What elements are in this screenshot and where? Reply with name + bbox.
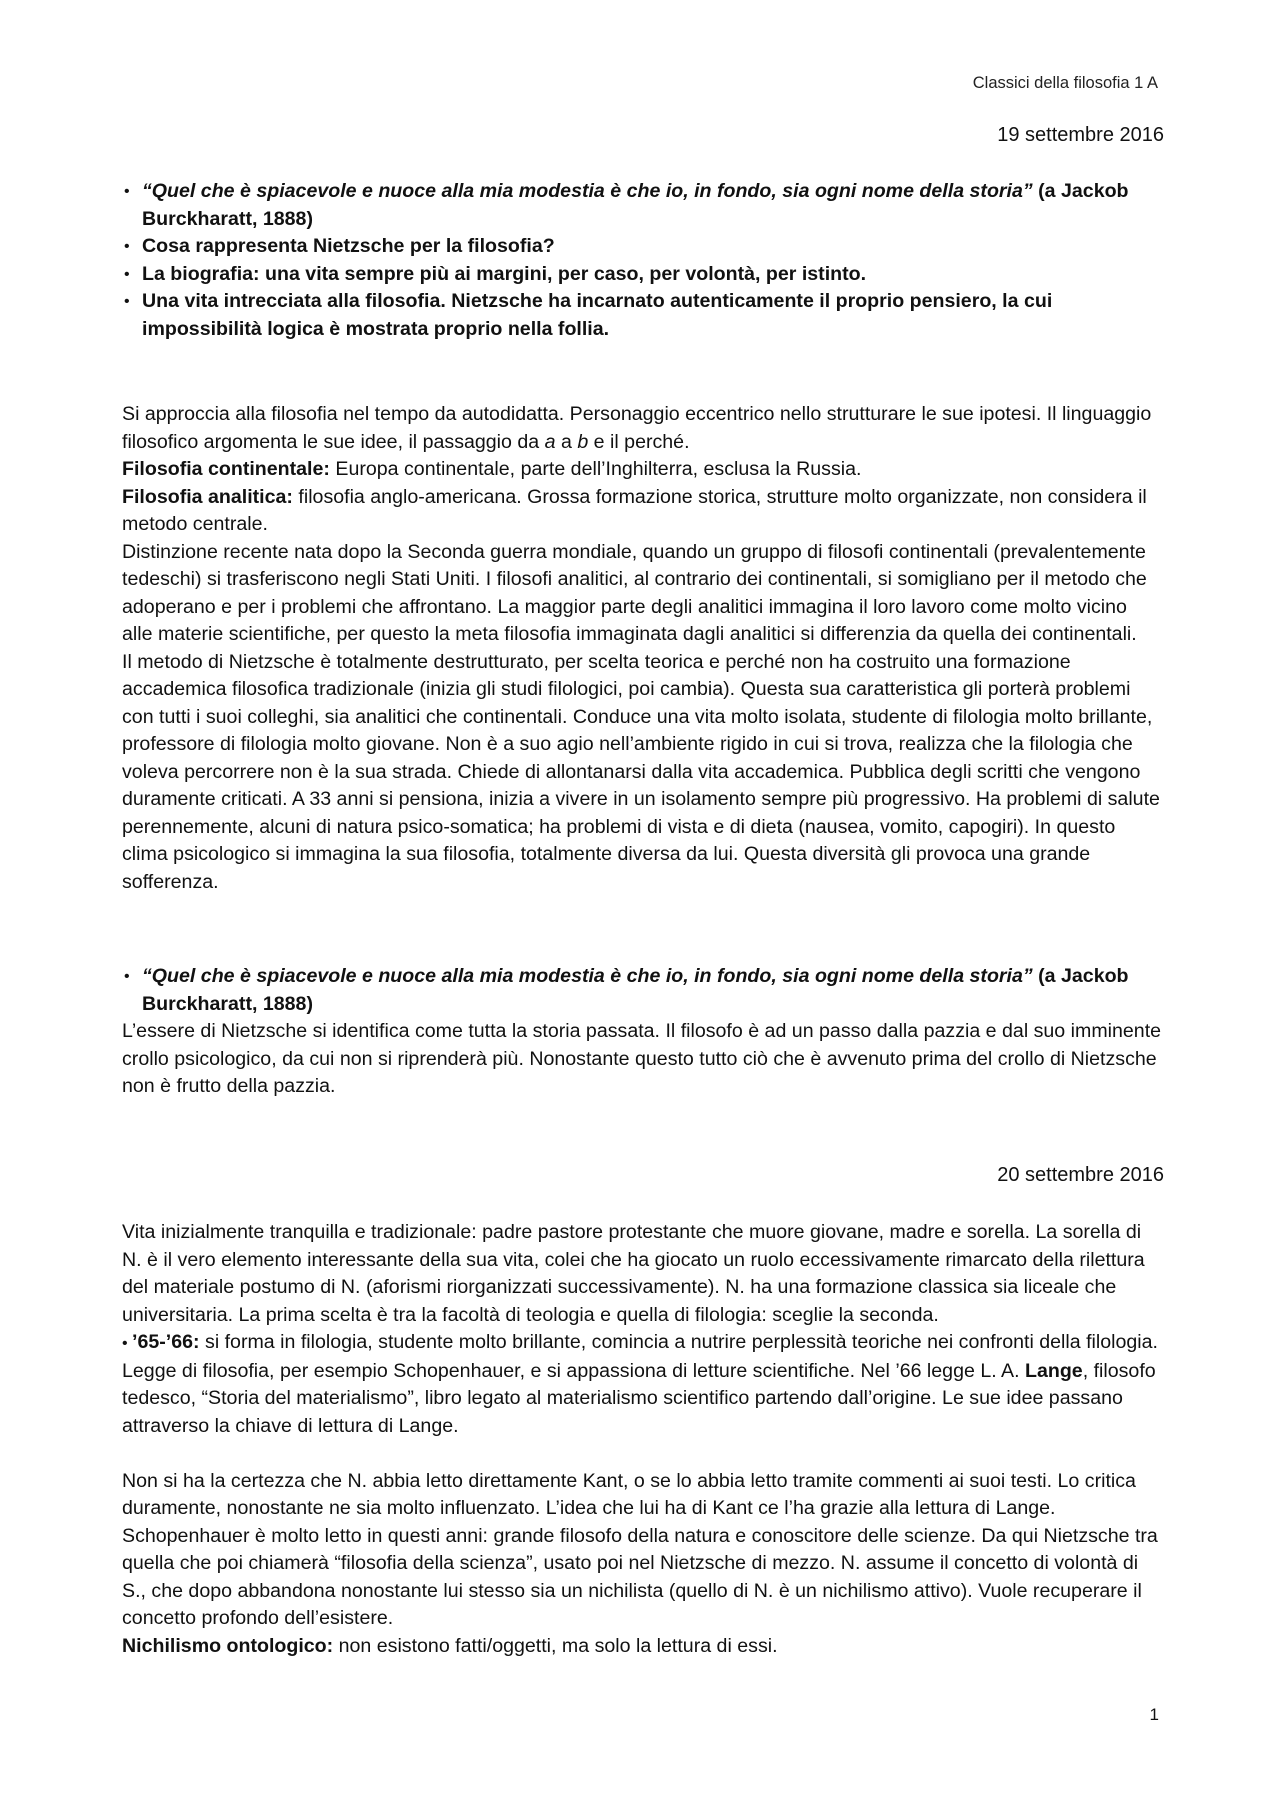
paragraph: Vita inizialmente tranquilla e tradizionale: padre pastore protestante che muore giovane, madre e sorella. La sorella di N. è il vero elemento interessante della sua vita, colei che ha giocato un ruolo eccessivamente rimarcato della rilettura del materiale postumo di N. (aforismi riorganizzati successivamente). N. ha una formazione classica sia liceale che universitaria. La prima scelta è tra la facoltà di teologia e quella di filologia: sceglie la seconda.	[122, 1221, 1145, 1326]
paragraph	[122, 456, 1162, 484]
text-run: Lange	[1024, 1359, 1083, 1382]
term-label: Filosofia analitica:	[122, 485, 293, 508]
bullet-item: • Cosa rappresenta Nietzsche per la filosofia?	[122, 233, 1162, 261]
text-run: a	[544, 430, 556, 453]
paragraph: Il metodo di Nietzsche è totalmente destrutturato, per scelta teorica e perché non ha costruito una formazione accademica filosofica tradizionale (inizia gli studi filologici, poi cambia). Questa sua caratteristica gli porterà problemi con tutti i suoi colleghi, sia analitici che continentali. Conduce una vita molto isolata, studente di filologia molto brillante, professore di filologia molto giovane. Non è a suo agio nell’ambiente rigido in cui si trova, realizza che la filologia che voleva percorrere non è la sua strada. Chiede di allontanarsi dalla vita accademica. Pubblica degli scritti che vengono duramente criticati. A 33 anni si pensiona, inizia a vivere in un isolamento sempre più progressivo. Ha problemi di salute perennemente, alcuni di natura psico-somatica; ha problemi di vista e di dieta (nausea, vomito, capogiri). In questo clima psicologico si immagina la sua filosofia, totalmente diversa da lui. Questa diversità gli provoca una grande sofferenza.	[122, 650, 1160, 893]
term-label: • ’65-’66:	[122, 1331, 200, 1353]
course-title: Classici della filosofia 1 A	[972, 74, 1158, 92]
section-1	[122, 401, 1162, 896]
text-run: non esistono fatti/oggetti, ma solo la lettura di essi.	[333, 1634, 778, 1657]
quote-attribution: (a Jackob Burckharatt, 1888)	[142, 180, 1129, 230]
bullet-item: • La biografia: una vita sempre più ai margini, per caso, per volontà, per istinto.	[122, 261, 1162, 289]
paragraph: L’essere di Nietzsche si identifica come tutta la storia passata. Il filosofo è ad un passo dalla pazzia e dal suo imminente crollo psicologico, da cui non si riprenderà più. Nonostante questo tutto ciò che è avvenuto prima del crollo di Nietzsche non è frutto della pazzia.	[122, 1020, 1162, 1097]
paragraph: Distinzione recente nata dopo la Seconda guerra mondiale, quando un gruppo di filosofi continentali (prevalentemente tedeschi) si trasferiscono negli Stati Uniti. I filosofi analitici, al contrario dei continentali, si somigliano per il metodo che adoperano e per i problemi che affrontano. La maggior parte degli analitici immagina il loro lavoro come molto vicino alle materie scientifiche, per questo la meta filosofia immaginata dagli analitici si differenzia da quella dei continentali.	[122, 540, 1147, 645]
quote-text: “Quel che è spiacevole e nuoce alla mia modestia è che io, in fondo, sia ogni nome della storia”	[142, 965, 1033, 987]
text-run: Si approccia alla filosofia nel tempo da autodidatta. Personaggio eccentrico nello strutturare le sue ipotesi. Il linguaggio filosofico argomenta le sue idee, il passaggio da	[122, 403, 1152, 453]
text-run: filosofia anglo-americana. Grossa formazione storica, strutture molto organizzate, non considera il metodo centrale.	[122, 485, 1147, 535]
bullet-quote	[122, 178, 1162, 233]
term-label: Nichilismo ontologico:	[122, 1634, 334, 1657]
text-run: a	[555, 430, 578, 453]
text-run: , filosofo tedesco, “Storia del materialismo”, libro legato al materialismo scientifico partendo dall’origine. Le sue idee passano attraverso la chiave di lettura di Lange.	[122, 1359, 1156, 1437]
section-2	[122, 963, 1162, 1101]
paragraph	[122, 401, 1162, 456]
lecture-date-1: 19 settembre 2016	[997, 124, 1164, 146]
bullet-item: • Una vita intrecciata alla filosofia. Nietzsche ha incarnato autenticamente il proprio pensiero, la cui impossibilità logica è mostrata proprio nella follia.	[122, 288, 1162, 343]
text-run: e il perché.	[588, 430, 690, 453]
lecture-date-2: 20 settembre 2016	[997, 1164, 1164, 1186]
page-number: 1	[1149, 1705, 1159, 1724]
top-bullet-list	[122, 178, 1162, 343]
paragraph: Non si ha la certezza che N. abbia letto direttamente Kant, o se lo abbia letto tramite commenti ai suoi testi. Lo critica duramente, nonostante ne sia molto influenzato. L’idea che lui ha di Kant ce l’ha grazie alla lettura di Lange. Schopenhauer è molto letto in questi anni: grande filosofo della natura e conoscitore delle scienze. Da qui Nietzsche tra quella che poi chiamerà “filosofia della scienza”, usato poi nel Nietzsche di mezzo. N. assume il concetto di volontà di S., che dopo abbandona nonostante lui stesso sia un nichilista (quello di N. è un nichilismo attivo). Vuole recuperare il concetto profondo dell’esistere.	[122, 1469, 1158, 1629]
paragraph	[122, 484, 1162, 539]
text-run: Europa continentale, parte dell’Inghilterra, esclusa la Russia.	[329, 458, 862, 480]
paragraph	[122, 1329, 1162, 1440]
text-run: b	[577, 430, 589, 453]
term-label: Filosofia continentale:	[122, 458, 330, 480]
paragraph	[122, 1633, 1162, 1661]
section-3	[122, 1219, 1162, 1660]
quote-text: “Quel che è spiacevole e nuoce alla mia modestia è che io, in fondo, sia ogni nome della storia”	[142, 180, 1033, 202]
text-run: si forma in filologia, studente molto brillante, comincia a nutrire perplessità teoriche nei confronti della filologia. Legge di filosofia, per esempio Schopenhauer, e si appassiona di letture scientifiche. Nel ’66 legge L. A.	[122, 1331, 1158, 1382]
bullet-quote	[122, 963, 1162, 1018]
quote-attribution: (a Jackob Burckharatt, 1888)	[142, 965, 1129, 1015]
